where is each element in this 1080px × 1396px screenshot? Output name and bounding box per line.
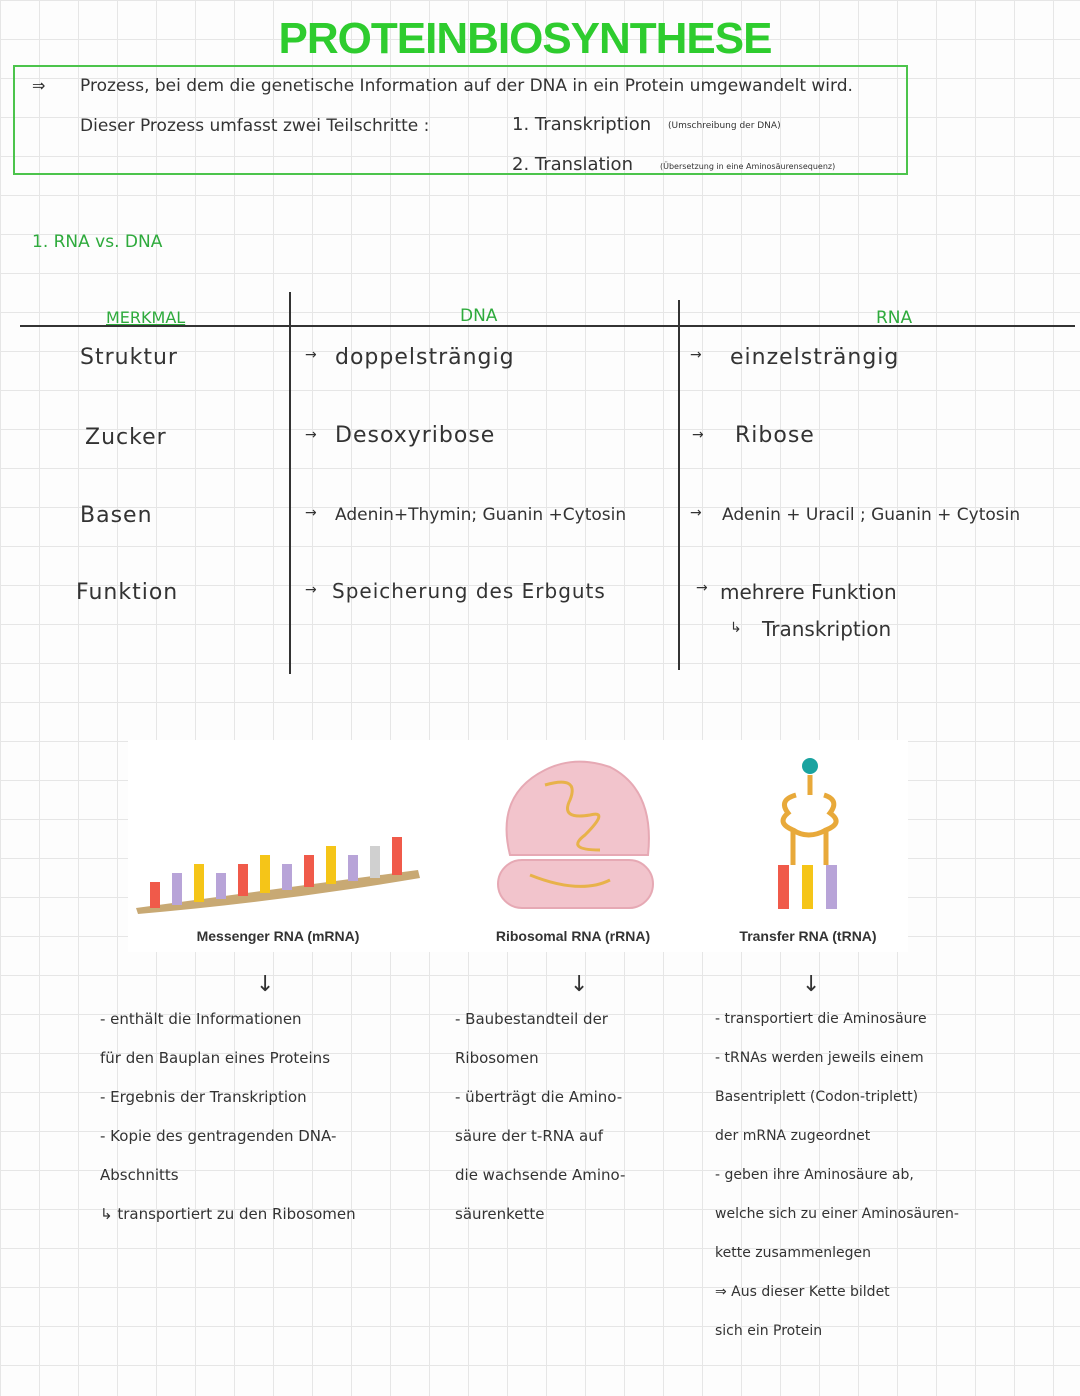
intro-step-2-note: (Übersetzung in eine Aminosäurensequenz)	[660, 162, 836, 171]
note-line: - überträgt die Amino-	[455, 1088, 623, 1106]
note-line: der mRNA zugeordnet	[715, 1128, 871, 1144]
caption-trna: Transfer RNA (tRNA)	[739, 928, 877, 944]
row-dna-funktion: Speicherung des Erbguts	[332, 579, 606, 603]
arrow-icon: →	[305, 582, 317, 598]
notes-rrna	[455, 1000, 625, 1234]
row-feature-funktion: Funktion	[76, 580, 179, 605]
illustration-panel	[128, 740, 908, 952]
note-line: kette zusammenlegen	[715, 1245, 871, 1261]
table-divider-1	[289, 292, 291, 674]
note-line: ↳ transportiert zu den Ribosomen	[100, 1205, 356, 1223]
mrna-base	[326, 846, 336, 884]
ribosome-small-subunit	[498, 860, 653, 908]
note-line: - transportiert die Aminosäure	[715, 1011, 927, 1027]
note-line: - Ergebnis der Transkription	[100, 1088, 307, 1106]
row-rna-struktur: einzelsträngig	[730, 345, 900, 370]
sub-arrow-icon: ↳	[730, 620, 742, 636]
note-line: welche sich zu einer Aminosäuren-	[715, 1206, 959, 1222]
mrna-base	[216, 873, 226, 899]
row-rna-basen: Adenin + Uracil ; Guanin + Cytosin	[722, 505, 1021, 525]
note-line: sich ein Protein	[715, 1323, 823, 1339]
intro-line-2: Dieser Prozess umfasst zwei Teilschritte :	[80, 116, 430, 136]
section-heading: 1. RNA vs. DNA	[32, 232, 163, 252]
mrna-base	[282, 864, 292, 890]
row-rna-funktion-sub: Transkription	[762, 617, 892, 641]
arrow-icon: →	[305, 347, 317, 363]
note-line: ⇒ Aus dieser Kette bildet	[715, 1284, 890, 1300]
note-line: säure der t-RNA auf	[455, 1127, 603, 1145]
down-arrow-icon: ↓	[256, 972, 275, 997]
mrna-illustration	[128, 830, 428, 920]
mrna-base	[150, 882, 160, 908]
trna-body	[783, 775, 836, 865]
trna-anticodon-base	[802, 865, 813, 909]
intro-marker: ⇒	[32, 76, 46, 95]
intro-line-1: Prozess, bei dem die genetische Information auf der DNA in ein Protein umgewandelt wird.	[80, 76, 853, 96]
trna-amino-acid	[802, 758, 818, 774]
ribosome-illustration	[490, 755, 660, 915]
note-line: die wachsende Amino-	[455, 1166, 626, 1184]
mrna-base	[172, 873, 182, 905]
arrow-icon: →	[690, 505, 702, 521]
notes-mrna	[100, 1000, 356, 1234]
note-line: - enthält die Informationen	[100, 1010, 302, 1028]
mrna-base	[304, 855, 314, 887]
mrna-base	[194, 864, 204, 902]
mrna-base	[238, 864, 248, 896]
note-line: Basentriplett (Codon-triplett)	[715, 1089, 919, 1105]
note-line: für den Bauplan eines Proteins	[100, 1049, 331, 1067]
arrow-icon: →	[692, 427, 704, 443]
note-line: Ribosomen	[455, 1049, 539, 1067]
row-rna-zucker: Ribose	[735, 423, 815, 448]
arrow-icon: →	[696, 580, 708, 596]
arrow-icon: →	[305, 505, 317, 521]
down-arrow-icon: ↓	[802, 972, 821, 997]
note-line: - Baubestandteil der	[455, 1010, 608, 1028]
page-title: PROTEINBIOSYNTHESE	[278, 14, 772, 63]
mrna-base	[260, 855, 270, 893]
trna-anticodon-base	[826, 865, 837, 909]
note-line: - geben ihre Aminosäure ab,	[715, 1167, 914, 1183]
arrow-icon: →	[690, 347, 702, 363]
row-dna-struktur: doppelsträngig	[335, 345, 515, 370]
note-line: - tRNAs werden jeweils einem	[715, 1050, 924, 1066]
note-line: Abschnitts	[100, 1166, 179, 1184]
row-rna-funktion: mehrere Funktion	[720, 580, 897, 604]
intro-step-1-note: (Umschreibung der DNA)	[668, 121, 781, 131]
row-dna-zucker: Desoxyribose	[335, 423, 496, 448]
row-dna-basen: Adenin+Thymin; Guanin +Cytosin	[335, 505, 627, 525]
intro-step-1: 1. Transkription	[512, 114, 652, 135]
trna-illustration	[758, 755, 848, 915]
note-line: - Kopie des gentragenden DNA-	[100, 1127, 337, 1145]
trna-anticodon-base	[778, 865, 789, 909]
row-feature-zucker: Zucker	[85, 425, 167, 450]
down-arrow-icon: ↓	[570, 972, 589, 997]
notes-trna	[715, 1000, 959, 1351]
header-rna: RNA	[876, 308, 913, 328]
header-merkmal: MERKMAL	[106, 308, 186, 327]
mrna-base	[392, 837, 402, 875]
arrow-icon: →	[305, 427, 317, 443]
intro-step-2: 2. Translation	[512, 154, 633, 175]
mrna-base	[348, 855, 358, 881]
row-feature-basen: Basen	[80, 503, 153, 528]
table-divider-2	[678, 300, 680, 670]
row-feature-struktur: Struktur	[80, 345, 178, 370]
header-dna: DNA	[460, 306, 498, 326]
mrna-base	[370, 846, 380, 878]
caption-mrna: Messenger RNA (mRNA)	[196, 928, 360, 944]
note-line: säurenkette	[455, 1205, 545, 1223]
caption-rrna: Ribosomal RNA (rRNA)	[495, 928, 651, 944]
